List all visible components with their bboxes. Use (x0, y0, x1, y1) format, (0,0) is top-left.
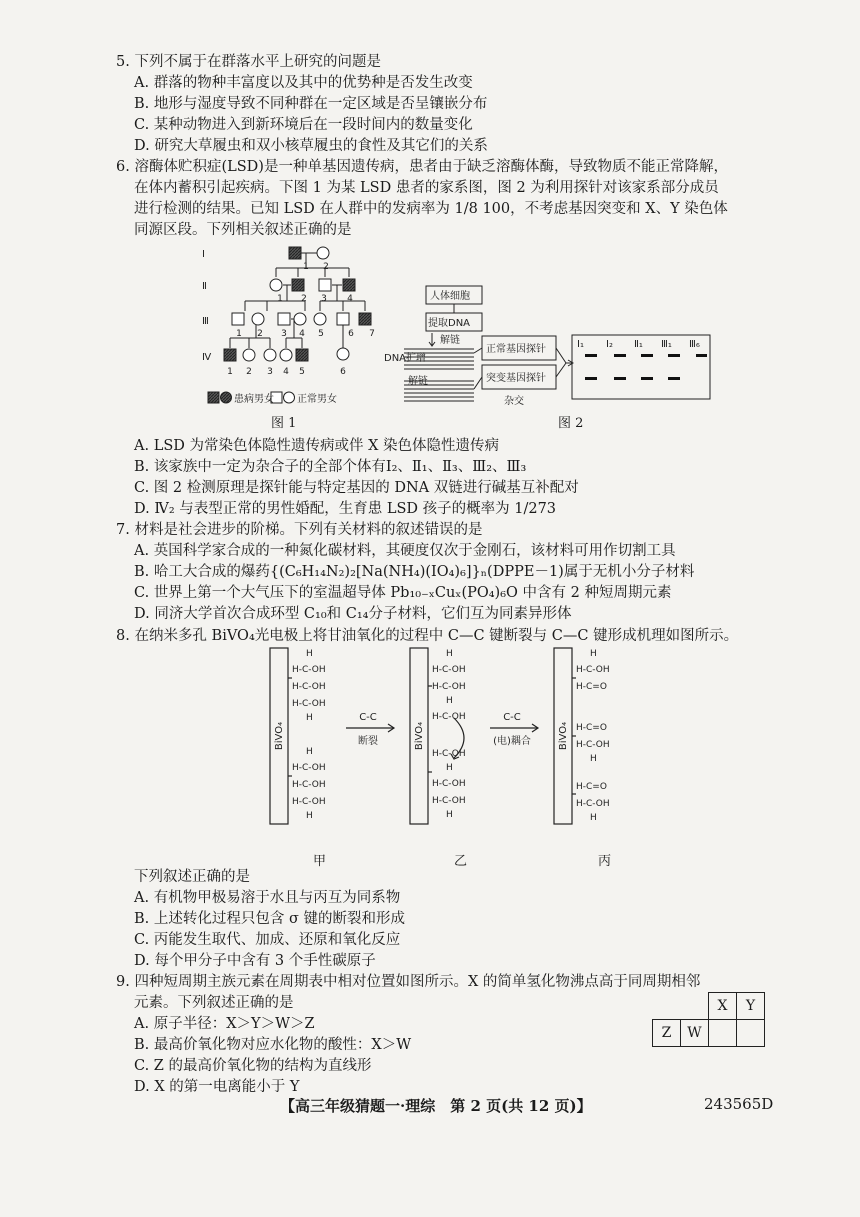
label-yi: 乙 (454, 854, 468, 869)
q5-option-c: C. 某种动物进入到新环境后在一段时间内的数量变化 (134, 117, 473, 133)
q9-option-c: C. Z 的最高价氧化物的结构为直线形 (134, 1058, 372, 1074)
pedigree-num: 4 (283, 367, 289, 377)
svg-text:H-C-OH: H-C-OH (292, 797, 326, 807)
hybrid-label: 杂交 (504, 396, 524, 407)
pedigree-num: 1 (303, 262, 309, 272)
svg-text:H-C-OH: H-C-OH (292, 780, 326, 790)
label-jia: 甲 (313, 854, 327, 869)
svg-text:H-C=O: H-C=O (576, 782, 607, 792)
pedigree-num: 2 (257, 329, 263, 339)
box-dna: 提取DNA (428, 318, 471, 329)
step-unwind: 解链 (440, 335, 460, 346)
svg-text:H: H (590, 813, 597, 823)
pedigree-num: 6 (348, 329, 354, 339)
pedigree-num: 6 (340, 367, 346, 377)
svg-text:H-C-OH: H-C-OH (432, 796, 466, 806)
svg-text:H-C-OH: H-C-OH (432, 749, 466, 759)
probe-normal: 正常基因探针 (486, 344, 546, 355)
cell-z: Z (653, 1020, 681, 1047)
q5-stem: 5. 下列不属于在群落水平上研究的问题是 (116, 54, 381, 70)
cell-empty (709, 1020, 737, 1047)
pedigree-num: 3 (281, 329, 287, 339)
gen-label-2: Ⅱ (202, 281, 207, 292)
q8-option-c: C. 丙能发生取代、加成、还原和氧化反应 (134, 932, 401, 948)
pedigree-num: 4 (299, 329, 305, 339)
gen-label-1: Ⅰ (202, 249, 205, 260)
svg-text:H-C-OH: H-C-OH (292, 665, 326, 675)
cell-x: X (709, 993, 737, 1020)
arrow1-top: C-C (359, 712, 377, 723)
q7-stem: 7. 材料是社会进步的阶梯。下列有关材料的叙述错误的是 (116, 522, 483, 538)
q6-option-c: C. 图 2 检测原理是探针能与特定基因的 DNA 双链进行碱基互补配对 (134, 480, 579, 496)
pedigree-num: 5 (318, 329, 324, 339)
q8-option-b: B. 上述转化过程只包含 σ 键的断裂和形成 (134, 911, 405, 927)
svg-text:H-C-OH: H-C-OH (432, 682, 466, 692)
probe-mutant: 突变基因探针 (486, 373, 546, 384)
pedigree-figure (190, 238, 400, 408)
q8-option-a: A. 有机物甲极易溶于水且与丙互为同系物 (134, 890, 401, 906)
svg-text:H-C-OH: H-C-OH (432, 712, 466, 722)
q9-option-b: B. 最高价氧化物对应水化物的酸性：X＞W (134, 1037, 412, 1053)
svg-text:H-C-OH: H-C-OH (292, 763, 326, 773)
box-cell: 人体细胞 (430, 291, 470, 302)
lane-label: Ⅲ₆ (689, 339, 700, 350)
q6-stem-line1: 6. 溶酶体贮积症(LSD)是一种单基因遗传病，患者由于缺乏溶酶体酶，导致物质不能正常降解， (116, 159, 728, 175)
lane-label: Ⅲ₁ (661, 339, 672, 350)
q7-option-d: D. 同济大学首次合成环型 C₁₀和 C₁₄分子材料，它们互为同素异形体 (134, 606, 572, 622)
lane-label: Ⅱ₁ (634, 339, 643, 350)
arrow2-top: C-C (503, 712, 521, 723)
pedigree-num: 1 (227, 367, 233, 377)
q7-option-c: C. 世界上第一个大气压下的室温超导体 Pb₁₀₋ₓCuₓ(PO₄)₆O 中含有 2 种短周期元素 (134, 585, 672, 601)
periodic-table-fragment (652, 992, 765, 1047)
cell-w: W (681, 1020, 709, 1047)
probe-figure (384, 283, 714, 408)
q9-option-a: A. 原子半径：X＞Y＞W＞Z (134, 1016, 315, 1032)
legend-affected: 患病男女 (234, 394, 274, 405)
pedigree-num: 3 (321, 294, 327, 304)
svg-text:H: H (446, 696, 453, 706)
svg-text:H-C-OH: H-C-OH (432, 779, 466, 789)
q6-stem-line3: 进行检测的结果。已知 LSD 在人群中的发病率为 1/8 100，不考虑基因突变和 X、Y 染色体 (134, 201, 728, 217)
q6-option-b: B. 该家族中一定为杂合子的全部个体有Ⅰ₂、Ⅱ₁、Ⅱ₃、Ⅲ₂、Ⅲ₃ (134, 459, 527, 475)
q6-option-a: A. LSD 为常染色体隐性遗传病或伴 X 染色体隐性遗传病 (134, 438, 500, 454)
electrode-label: BiVO₄ (414, 721, 425, 751)
q5-option-b: B. 地形与湿度导致不同种群在一定区域是否呈镶嵌分布 (134, 96, 488, 112)
exam-code: 243565D (704, 1095, 774, 1113)
legend-normal: 正常男女 (297, 394, 337, 405)
q6-stem-line4: 同源区段。下列相关叙述正确的是 (134, 222, 352, 238)
q7-option-b: B. 哈工大合成的爆药{(C₆H₁₄N₂)₂[Na(NH₄)(IO₄)₆]}ₙ(DPPE－1)属于无机小分子材料 (134, 564, 695, 580)
q6-stem-line2: 在体内蓄积引起疾病。下图 1 为某 LSD 患者的家系图，图 2 为利用探针对该家系部分成员 (134, 180, 719, 196)
svg-text:H-C-OH: H-C-OH (292, 699, 326, 709)
electrode-label: BiVO₄ (274, 721, 285, 751)
svg-text:H: H (446, 649, 453, 659)
fig1-caption: 图 1 (271, 416, 297, 431)
pedigree-num: 2 (246, 367, 252, 377)
step-amplify: DNA扩增 (384, 353, 427, 364)
svg-text:H-C-OH: H-C-OH (292, 682, 326, 692)
cell-y: Y (737, 993, 765, 1020)
pedigree-num: 3 (267, 367, 273, 377)
q5-option-d: D. 研究大草履虫和双小核草履虫的食性及其它们的关系 (134, 138, 488, 154)
pedigree-num: 7 (369, 329, 375, 339)
gen-label-4: Ⅳ (202, 352, 212, 363)
gen-label-3: Ⅲ (202, 316, 209, 327)
svg-text:H: H (306, 649, 313, 659)
arrow2-bottom: (电)耦合 (493, 736, 531, 747)
pedigree-num: 4 (347, 294, 353, 304)
svg-text:H: H (306, 811, 313, 821)
pedigree-num: 5 (299, 367, 305, 377)
page-footer: 【高三年级猜题一·理综 第 2 页(共 12 页)】 (280, 1097, 592, 1115)
svg-text:H-C-OH: H-C-OH (576, 740, 610, 750)
pedigree-num: 1 (236, 329, 242, 339)
cell-empty (737, 1020, 765, 1047)
svg-text:H-C-OH: H-C-OH (576, 799, 610, 809)
q9-stem-line2: 元素。下列叙述正确的是 (134, 995, 294, 1011)
svg-text:H: H (446, 810, 453, 820)
lane-label: Ⅰ₂ (606, 339, 613, 350)
fig2-caption: 图 2 (558, 416, 584, 431)
q5-option-a: A. 群落的物种丰富度以及其中的优势种是否发生改变 (134, 75, 473, 91)
q8-stem: 8. 在纳米多孔 BiVO₄光电极上将甘油氧化的过程中 C—C 键断裂与 C—C 键形成机理如图所示。 (116, 628, 739, 644)
svg-text:H-C-OH: H-C-OH (432, 665, 466, 675)
q6-option-d: D. Ⅳ₂ 与表型正常的男性婚配，生育患 LSD 孩子的概率为 1/273 (134, 501, 557, 517)
glycerol-mechanism-figure (268, 646, 648, 846)
q8-option-d: D. 每个甲分子中含有 3 个手性碳原子 (134, 953, 376, 969)
lane-label: Ⅰ₁ (577, 339, 584, 350)
pedigree-num: 1 (277, 294, 283, 304)
pedigree-num: 2 (301, 294, 307, 304)
svg-text:H: H (306, 747, 313, 757)
pedigree-num: 2 (323, 262, 329, 272)
q8-sub: 下列叙述正确的是 (134, 869, 250, 885)
svg-text:H-C-OH: H-C-OH (576, 665, 610, 675)
step-unwind-2: 解链 (408, 376, 428, 387)
svg-text:H: H (590, 754, 597, 764)
q7-option-a: A. 英国科学家合成的一种氮化碳材料，其硬度仅次于金刚石，该材料可用作切割工具 (134, 543, 676, 559)
svg-text:H-C=O: H-C=O (576, 682, 607, 692)
q9-option-d: D. X 的第一电离能小于 Y (134, 1079, 300, 1095)
svg-text:H-C=O: H-C=O (576, 723, 607, 733)
svg-text:H: H (446, 763, 453, 773)
q9-stem-line1: 9. 四种短周期主族元素在周期表中相对位置如图所示。X 的简单氢化物沸点高于同周期相邻 (116, 974, 701, 990)
svg-text:H: H (306, 713, 313, 723)
electrode-label: BiVO₄ (558, 721, 569, 751)
arrow1-bottom: 断裂 (358, 736, 378, 747)
svg-text:H: H (590, 649, 597, 659)
label-bing: 丙 (598, 854, 612, 869)
